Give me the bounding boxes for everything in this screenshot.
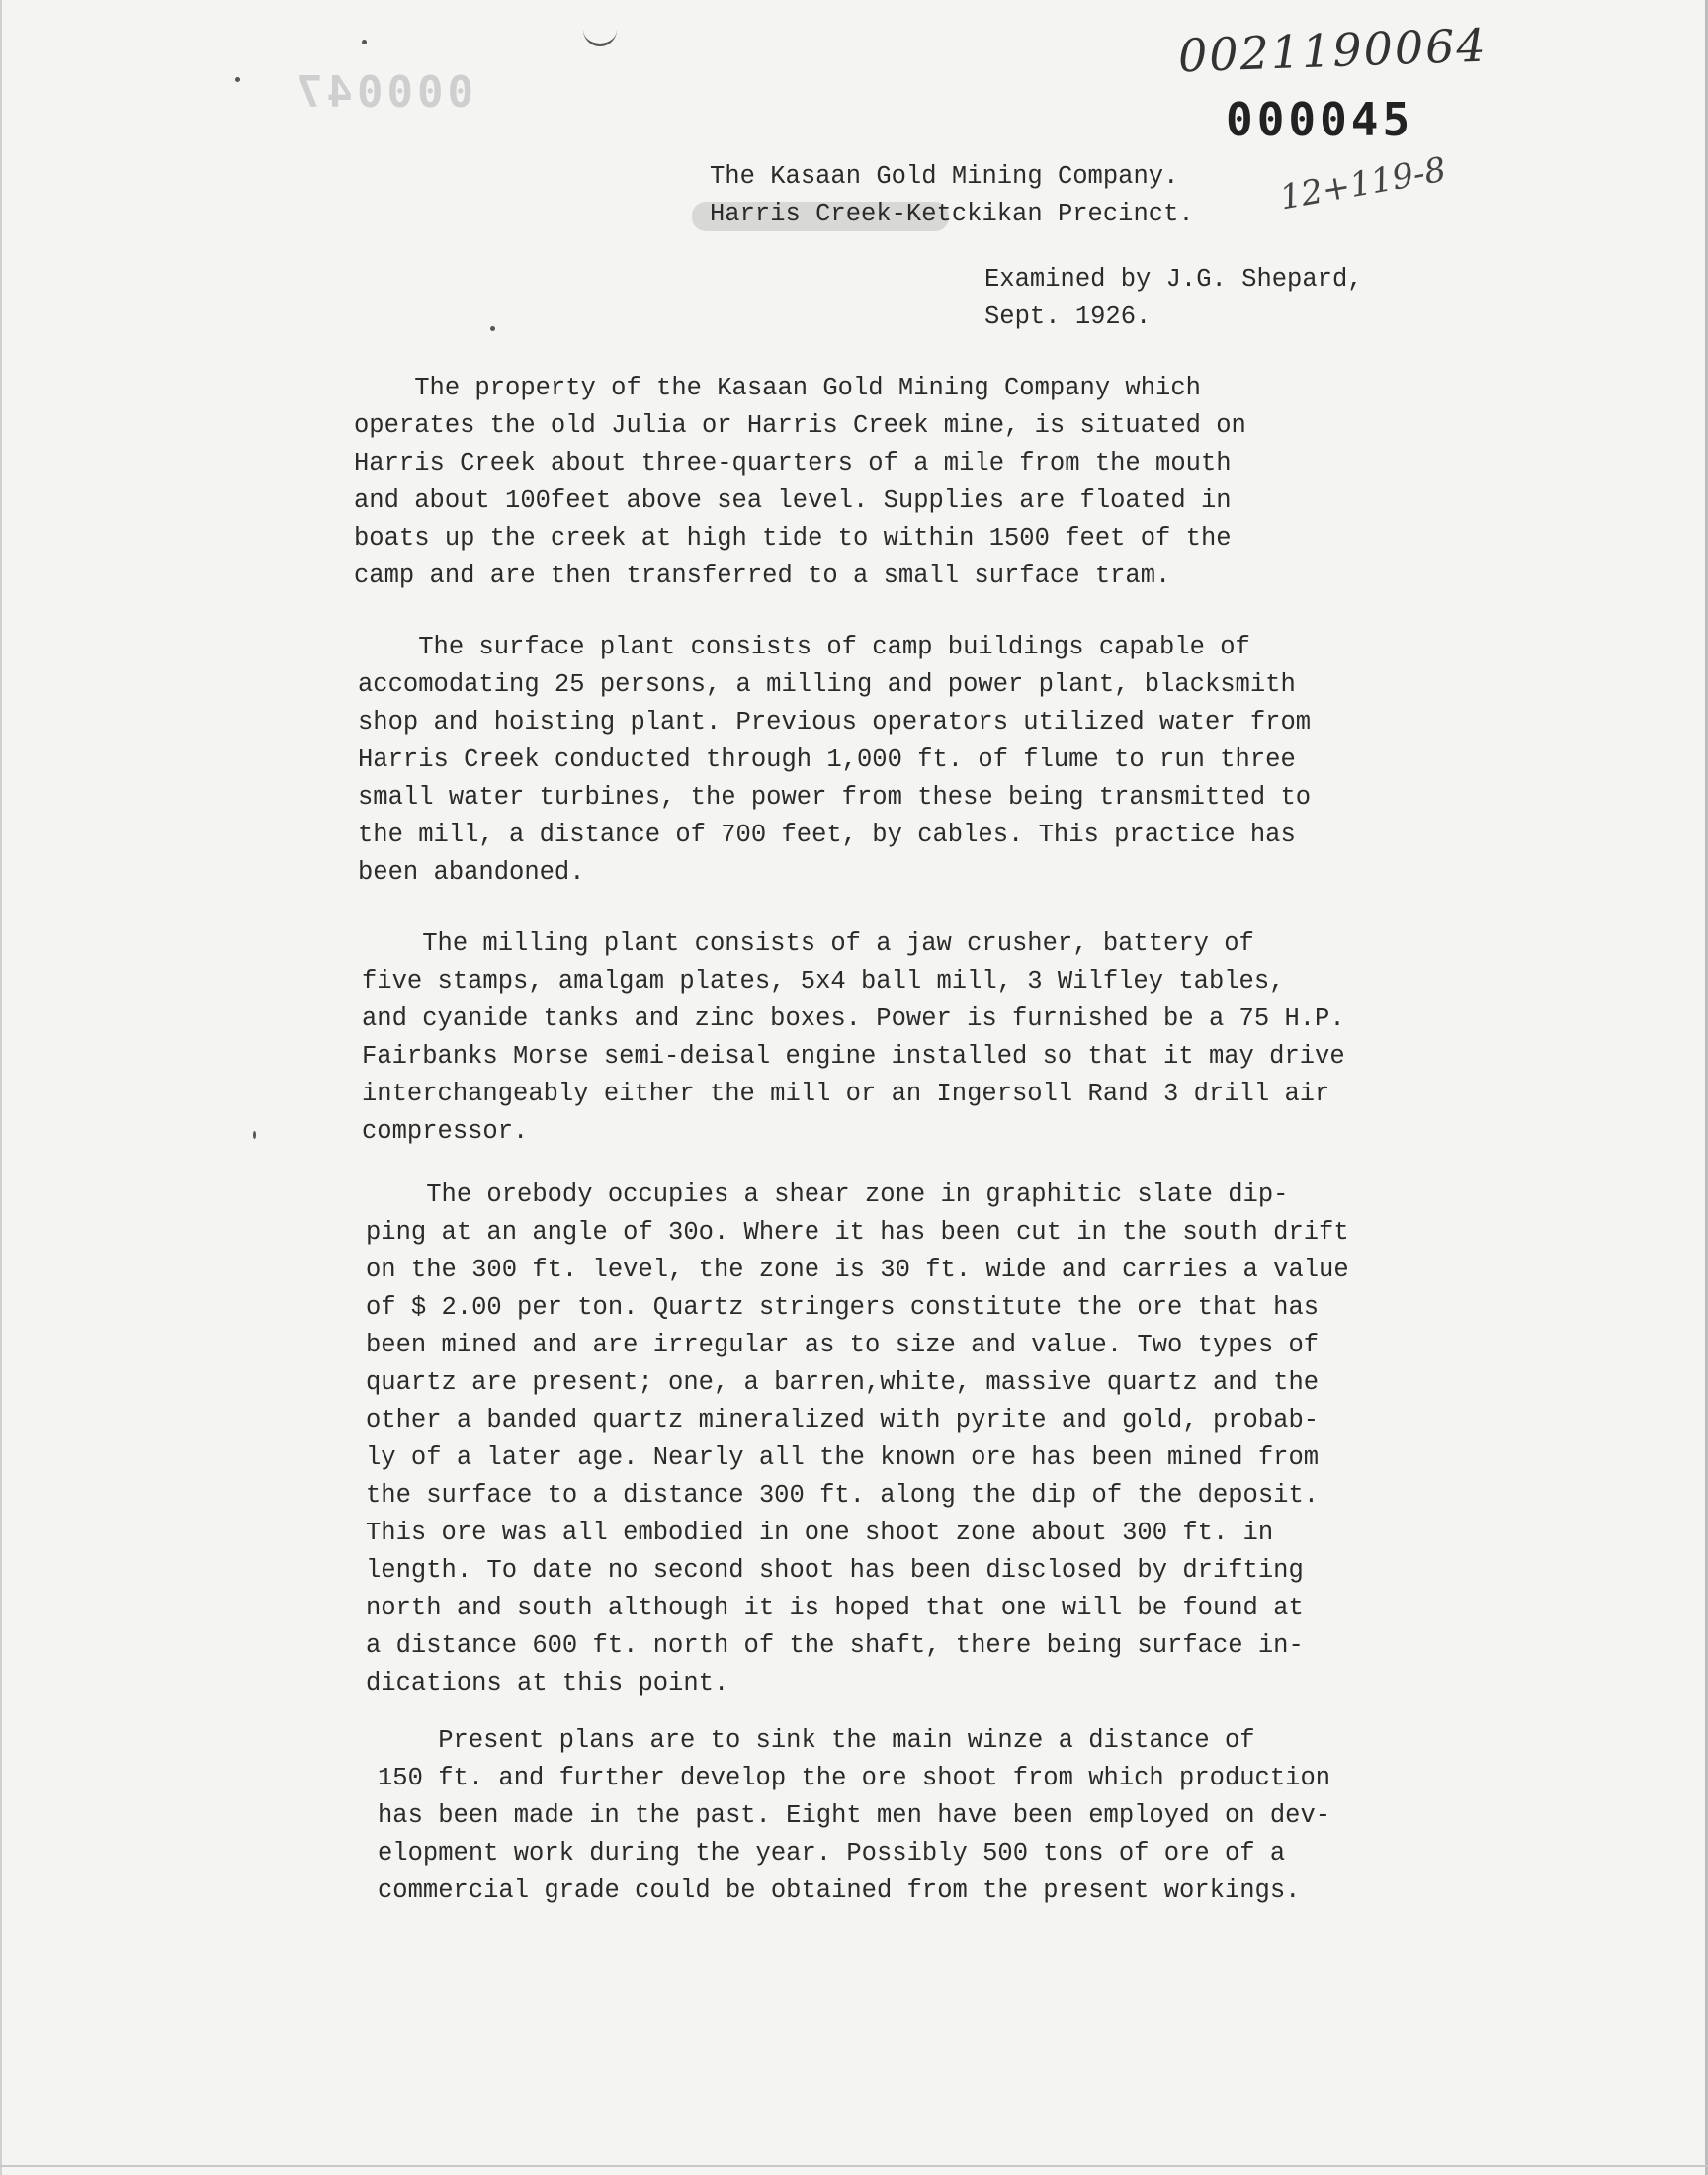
ink-dot — [253, 1131, 256, 1139]
text-line: north and south although it is hoped that one will be found at — [366, 1594, 1304, 1622]
text-line: operates the old Julia or Harris Creek mine, is situated on — [354, 411, 1246, 440]
paragraph-5 — [378, 1722, 1330, 1910]
text-line: been abandoned. — [358, 858, 585, 887]
text-line: The property of the Kasaan Gold Mining Company which — [354, 374, 1201, 402]
page-edge-left — [0, 0, 2, 2175]
margin-note: 12+119-8 — [1276, 149, 1449, 218]
text-line: Fairbanks Morse semi-deisal engine installed so that it may drive — [362, 1042, 1345, 1071]
text-line: boats up the creek at high tide to within 1500 feet of the — [354, 524, 1232, 553]
text-line: 150 ft. and further develop the ore shoot from which production — [378, 1764, 1331, 1792]
text-line: The surface plant consists of camp buildings capable of — [358, 633, 1250, 661]
examiner-block — [984, 261, 1363, 336]
text-line: Harris Creek about three-quarters of a mile from the mouth — [354, 449, 1232, 478]
text-line: five stamps, amalgam plates, 5x4 ball mill, 3 Wilfley tables, — [362, 967, 1285, 996]
title-line-1: The Kasaan Gold Mining Company. — [710, 162, 1179, 191]
text-line: dications at this point. — [366, 1669, 729, 1697]
text-line: the mill, a distance of 700 feet, by cables. This practice has — [358, 821, 1296, 849]
text-line: ly of a later age. Nearly all the known ore has been mined from — [366, 1443, 1320, 1472]
text-line: has been made in the past. Eight men have been employed on dev- — [378, 1801, 1331, 1830]
text-line: The orebody occupies a shear zone in graphitic slate dip- — [366, 1180, 1289, 1209]
faint-stamp-number: 000047 — [293, 67, 473, 118]
ink-dot — [235, 77, 240, 82]
examiner-line-2: Sept. 1926. — [984, 303, 1152, 331]
text-line: and cyanide tanks and zinc boxes. Power is furnished be a 75 H.P. — [362, 1004, 1345, 1033]
text-line: elopment work during the year. Possibly 500 tons of ore of a — [378, 1839, 1286, 1868]
text-line: This ore was all embodied in one shoot zone about 300 ft. in — [366, 1519, 1274, 1547]
stamp-page-number: 000045 — [1226, 93, 1414, 146]
text-line: commercial grade could be obtained from the present workings. — [378, 1876, 1301, 1905]
text-line: on the 300 ft. level, the zone is 30 ft. wide and carries a value — [366, 1256, 1349, 1284]
text-line: The milling plant consists of a jaw crusher, battery of — [362, 929, 1254, 958]
text-line: small water turbines, the power from these being transmitted to — [358, 783, 1312, 812]
text-line: of $ 2.00 per ton. Quartz stringers constitute the ore that has — [366, 1293, 1320, 1322]
ink-mark — [583, 22, 617, 46]
paragraph-2 — [358, 629, 1311, 892]
paragraph-3 — [362, 925, 1345, 1151]
examiner-line-1: Examined by J.G. Shepard, — [984, 265, 1363, 294]
text-line: other a banded quartz mineralized with pyrite and gold, probab- — [366, 1406, 1320, 1435]
text-line: ping at an angle of 30o. Where it has been cut in the south drift — [366, 1218, 1349, 1247]
handwritten-document-number: 0021190064 — [1177, 18, 1489, 83]
paragraph-4 — [366, 1176, 1349, 1702]
text-line: interchangeably either the mill or an Ingersoll Rand 3 drill air — [362, 1080, 1330, 1108]
text-line: length. To date no second shoot has been disclosed by drifting — [366, 1556, 1304, 1585]
title-line-2: Harris Creek-Ketckikan Precinct. — [710, 200, 1194, 228]
text-line: camp and are then transferred to a small surface tram. — [354, 562, 1171, 590]
text-line: the surface to a distance 300 ft. along the dip of the deposit. — [366, 1481, 1320, 1510]
ink-dot — [490, 326, 495, 331]
document-title — [710, 158, 1194, 233]
text-line: Present plans are to sink the main winze a distance of — [378, 1726, 1255, 1755]
text-line: been mined and are irregular as to size and value. Two types of — [366, 1331, 1320, 1359]
text-line: shop and hoisting plant. Previous operators utilized water from — [358, 708, 1312, 737]
text-line: a distance 600 ft. north of the shaft, there being surface in- — [366, 1631, 1304, 1660]
page-edge-bottom — [0, 2165, 1708, 2167]
text-line: and about 100feet above sea level. Supplies are floated in — [354, 486, 1232, 515]
paragraph-1 — [354, 370, 1246, 595]
text-line: quartz are present; one, a barren,white, massive quartz and the — [366, 1368, 1320, 1397]
text-line: Harris Creek conducted through 1,000 ft. of flume to run three — [358, 745, 1296, 774]
text-line: compressor. — [362, 1117, 529, 1146]
text-line: accomodating 25 persons, a milling and power plant, blacksmith — [358, 670, 1296, 699]
ink-dot — [362, 40, 367, 44]
